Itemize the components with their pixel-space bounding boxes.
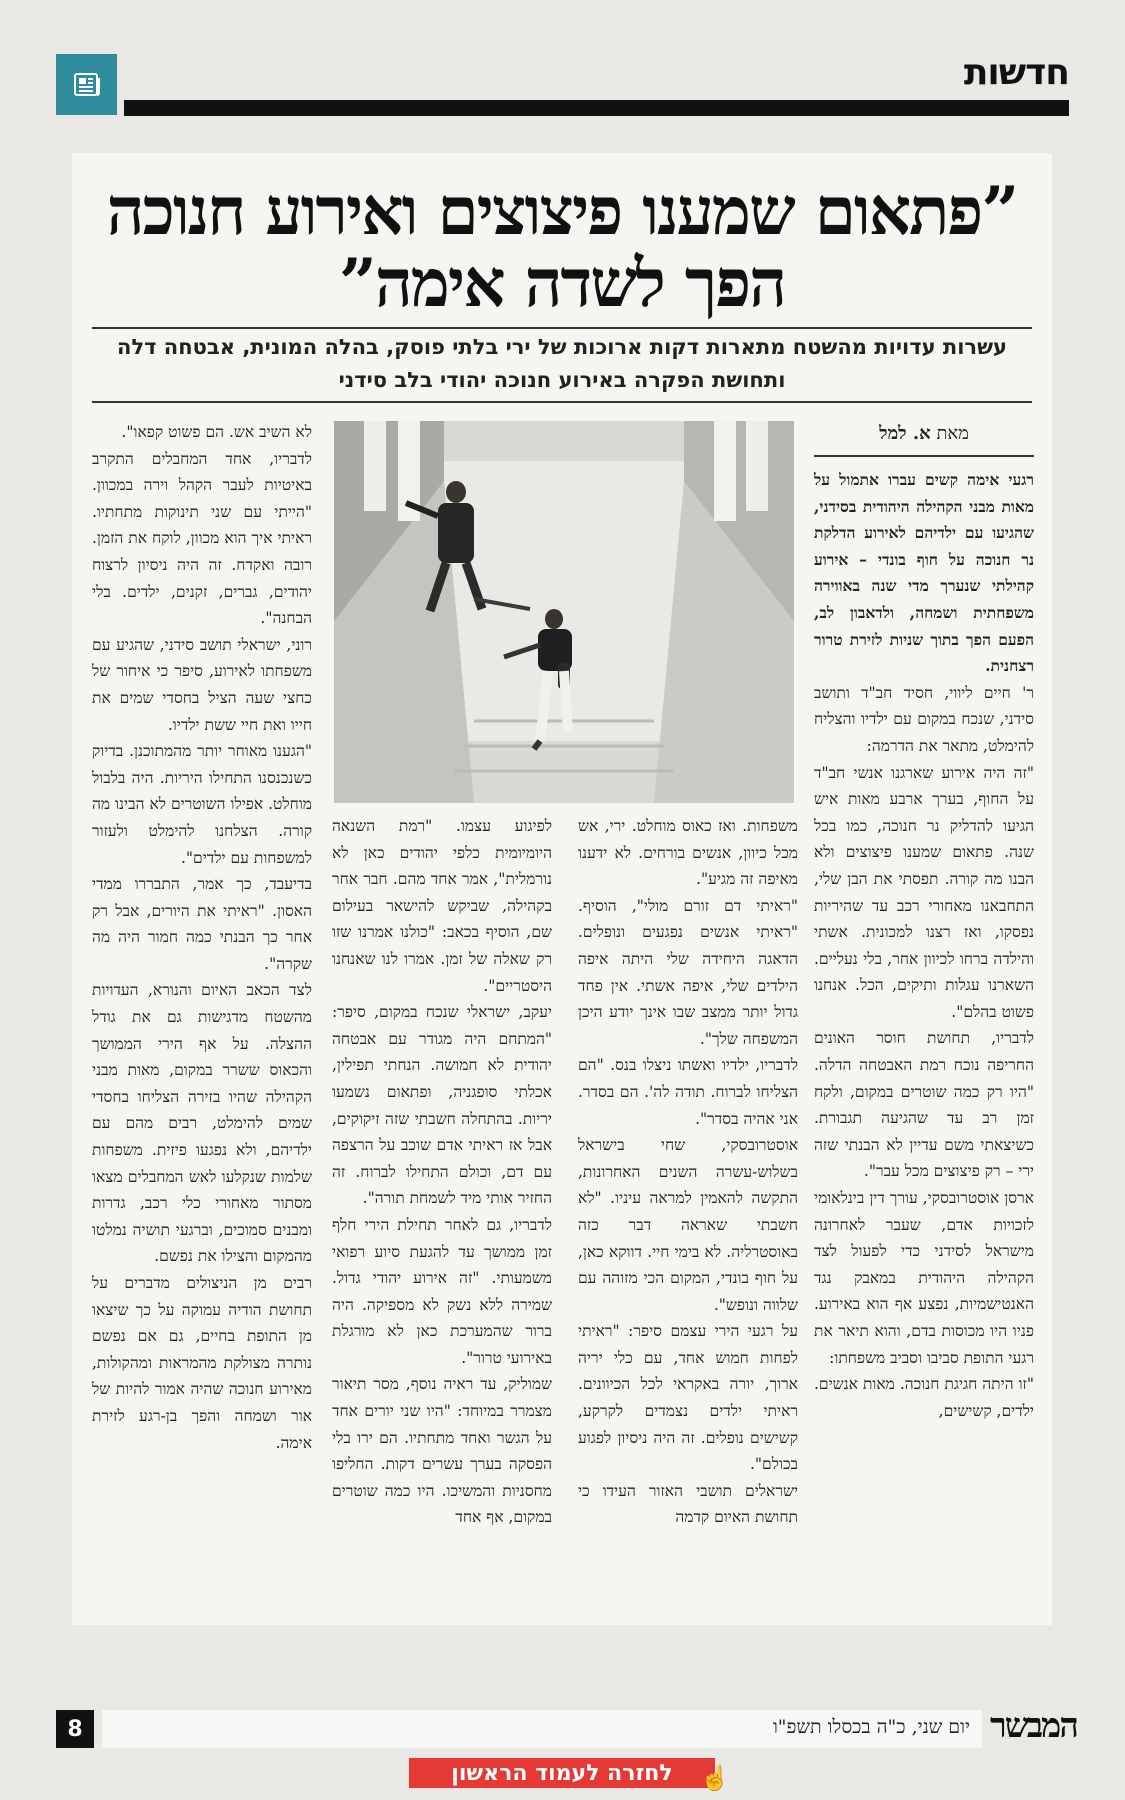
pointer-hand-icon: ☝ [700, 1764, 730, 1792]
article-column-4 [92, 419, 312, 1617]
lead-paragraph: רגעי אימה קשים עברו אתמול על מאות מבני הקהילה היהודית בסידני, שהגיעו עם ילדיהם לאירוע הדלקת נר חנוכה על חוף בונדי – אירוע קהילתי שנערך מדי שנה באווירה משפחתית ושמחה, ולדאבון לב, הפעם הפך בתוך שניות לזירת טרור רצחנית. [814, 470, 1034, 676]
headline: ”פתאום שמענו פיצוצים ואירוע חנוכה הפך לשדה אימה” [106, 172, 1018, 322]
paragraph: "ראיתי דם זורם מולי", הוסיף. "ראיתי אנשים נפגעים ונופלים. הדאגה היחידה שלי היתה איפה הילדים שלי, איפה אשתי. אין פחד גדול יותר ממצב שבו אינך יודע היכן המשפחה שלך". [578, 896, 798, 1048]
paragraph: לפיגוע עצמו. "רמת השנאה היומיומית כלפי יהודים כאן לא נורמלית", אמר אחד מהם. חבר אחר בקהילה, שביקש להישאר בעילום שם, הוסיף בכאב: "כולנו אמרנו שזו רק שאלה של זמן. אמרו לנו שאנחנו היסטריים". [332, 817, 552, 995]
issue-date: יום שני, כ"ה בכסלו תשפ"ו [772, 1716, 970, 1738]
paragraph: אוסטרובסקי, שחי בישראל בשלוש-עשרה השנים האחרונות, התקשה להאמין למראה עיניו. "לא חשבתי שאראה דבר כזה באוסטרליה. לא בימי חיי. דווקא כאן, על חוף בונדי, המקום הכי מזוהה עם שלווה ונופש". [578, 1136, 798, 1314]
byline [814, 419, 1034, 457]
article-column-2 [578, 813, 798, 1527]
paragraph: שמוליק, עד ראיה נוסף, מסר תיאור מצמרר במיוחד: "היו שני יורים אחד על הגשר ואחד מתחתיו. הם ירו בלי הפסקה בערך עשרים דקות. החליפו מחסניות והמשיכו. היו כמה שוטרים במקום, אף אחד [332, 1375, 552, 1527]
paragraph: ישראלים תושבי האזור העידו כי תחושת האיום קדמה [578, 1481, 798, 1527]
subheadline-rule-bottom [92, 401, 1032, 403]
paragraph: לדבריו, תחושת חוסר האונים החריפה נוכח רמת האבטחה הדלה. "היו רק כמה שוטרים במקום, ולקח זמן רב עד שהגיעה תגבורת. כשיצאתי משם עדיין לא הבנתי שזה ירי – רק פיצוצים מכל עבר". [814, 1029, 1034, 1181]
paragraph: ר' חיים ליווי, חסיד חב"ד ותושב סידני, שנכח במקום עם ילדיו והצליח להימלט, מתאר את הדרמה: [814, 683, 1034, 755]
byline-author: א. למל [879, 423, 931, 444]
subheadline-rule-top [92, 327, 1032, 329]
article [72, 153, 1052, 1625]
paragraph: לדבריו, אחד המחבלים התקרב באיטיות לעבר הקהל וירה במכוון. "הייתי עם שני תינוקות מתחתיו. ראיתי איך הוא מכוון, לוקח את הזמן. רובה ואקדח. זה היה ניסיון לרצוח יהודים, גברים, זקנים, ילדים. בלי הבחנה". [92, 449, 312, 628]
article-column-3 [332, 813, 552, 1617]
subheadline: עשרות עדויות מהשטח מתארות דקות ארוכות של ירי בלתי פוסק, בהלה המונית, אבטחה דלה ותחושת הפקרה באירוע חנוכה יהודי בלב סידני [117, 335, 1007, 392]
paragraph: רוני, ישראלי תושב סידני, שהגיע עם משפחתו לאירוע, סיפר כי איחור של כחצי שעה הציל בחסדי שמים את חייו ואת חיי ששת ילדיו. [92, 635, 312, 734]
paragraph: בדיעבד, כך אמר, התבררו ממדי האסון. "ראיתי את היורים, אבל רק אחר כך הבנתי כמה חמור היה מה שקרה". [92, 875, 312, 973]
section-divider [124, 100, 1069, 116]
paragraph: "זו היתה חגיגת חנוכה. מאות אנשים. ילדים, קשישים, [814, 1375, 1034, 1420]
paragraph: לא השיב אש. הם פשוט קפאו". [121, 423, 312, 441]
article-photo [334, 421, 794, 803]
paragraph: לצד הכאב האיום והנורא, העדויות מהשטח מדגישות גם את גודל ההצלה. על אף הירי הממושך והכאוס ששרר במקום, מאות מבני הקהילה שהיו בזירה הצליחו בחסדי שמים להימלט, רבים מהם עם ילדיהם, ולא נפגעו פיזית. משפחות שלמות שנקלעו לאש המחבלים מצאו מסתור מאחורי כלי רכב, גדרות ומבנים סמוכים, וברגעי תושיה נמלטו מהמקום והצילו את נפשם. [92, 981, 312, 1266]
article-column-1 [814, 419, 1034, 1617]
paragraph: לדבריו, ילדיו ואשתו ניצלו בנס. "הם הצליחו לברוח. תודה לה'. הם בסדר. אני אהיה בסדר". [578, 1056, 798, 1128]
paragraph: "זה היה אירוע שארגנו אנשי חב"ד על החוף, בערך ארבע מאות איש הגיעו להדליק נר חנוכה, כמו בכל שנה. פתאום שמענו פיצוצים ולא הבנו מה קורה. תפסתי את הבן שלי, התחבאנו מאחורי רכב עד שהיריות נפסקו, ואז רצנו למכונית. אשתי והילדה ברחו לכיוון אחר, בלי נעליים. השארנו עגלות ותיקים, הכל. אנחנו פשוט בהלם". [814, 763, 1034, 1021]
paragraph: ארסן אוסטרובסקי, עורך דין בינלאומי לזכויות אדם, שעבר לאחרונה מישראל לסידני כדי לפעול לצד הקהילה היהודית במאבק נגד האנטישמיות, נפצע אף הוא באירוע. פניו היו מכוסות בדם, והוא תיאר את רגעי התופת סביבו וסביב משפחתו: [814, 1189, 1034, 1367]
paragraph: יעקב, ישראלי שנכח במקום, סיפר: "המתחם היה מגודר עם אבטחה יהודית לא חמושה. הנחתי תפילין, אכלתי סופגניה, ופתאום נשמעו יריות. בהתחלה חשבתי שזה זיקוקים, אבל אז ראיתי אדם שוכב על הרצפה עם דם, וכולם התחילו לברוח. זה החזיר אותי מיד לשמחת תורה". [332, 1003, 552, 1208]
paragraph: לדבריו, גם לאחר תחילת הירי חלף זמן ממושך עד להגעת סיוע רפואי משמעותי. "זה אירוע יהודי גדול. שמירה ללא נשק לא מספיקה. היה ברור שהמערכת כאן לא מורגלת באירועי טרור". [332, 1215, 552, 1367]
back-to-front-page-button[interactable]: לחזרה לעמוד הראשון [409, 1758, 715, 1788]
byline-prefix: מאת [936, 423, 969, 444]
paragraph: "הגענו מאוחר יותר מהמתוכנן. בדיוק כשנכנסנו התחילו היריות. היה בלבול מוחלט. אפילו השוטרים לא הבינו מה קורה. הצלחנו להימלט ולעזור למשפחות עם ילדים". [92, 742, 312, 867]
paragraph: על רגעי הירי עצמם סיפר: "ראיתי לפחות חמוש אחד, עם כלי יריה ארוך, יורה באקראי לכל הכיוונים. ראיתי ילדים נצמדים לקרקע, קשישים נופלים. זה היה ניסיון לפגוע בכולם". [578, 1322, 798, 1474]
section-title: חדשות [963, 52, 1069, 93]
paragraph: רבים מן הניצולים מדברים על תחושת הודיה עמוקה על כך שיצאו מן התופת בחיים, גם אם נפשם נותרה מצולקת מהמראות ומהקולות, מאירוע חנוכה שהיה אמור להיות של אור ושמחה והפך בן-רגע לזירת אימה. [92, 1274, 312, 1452]
page-number: 8 [56, 1710, 94, 1748]
paragraph: משפחות. ואז כאוס מוחלט. ירי, אש מכל כיוון, אנשים בורחים. לא ידענו מאיפה זה מגיע". [578, 817, 798, 889]
newspaper-icon[interactable] [56, 54, 117, 115]
newspaper-logo: המבשר [990, 1706, 1077, 1746]
